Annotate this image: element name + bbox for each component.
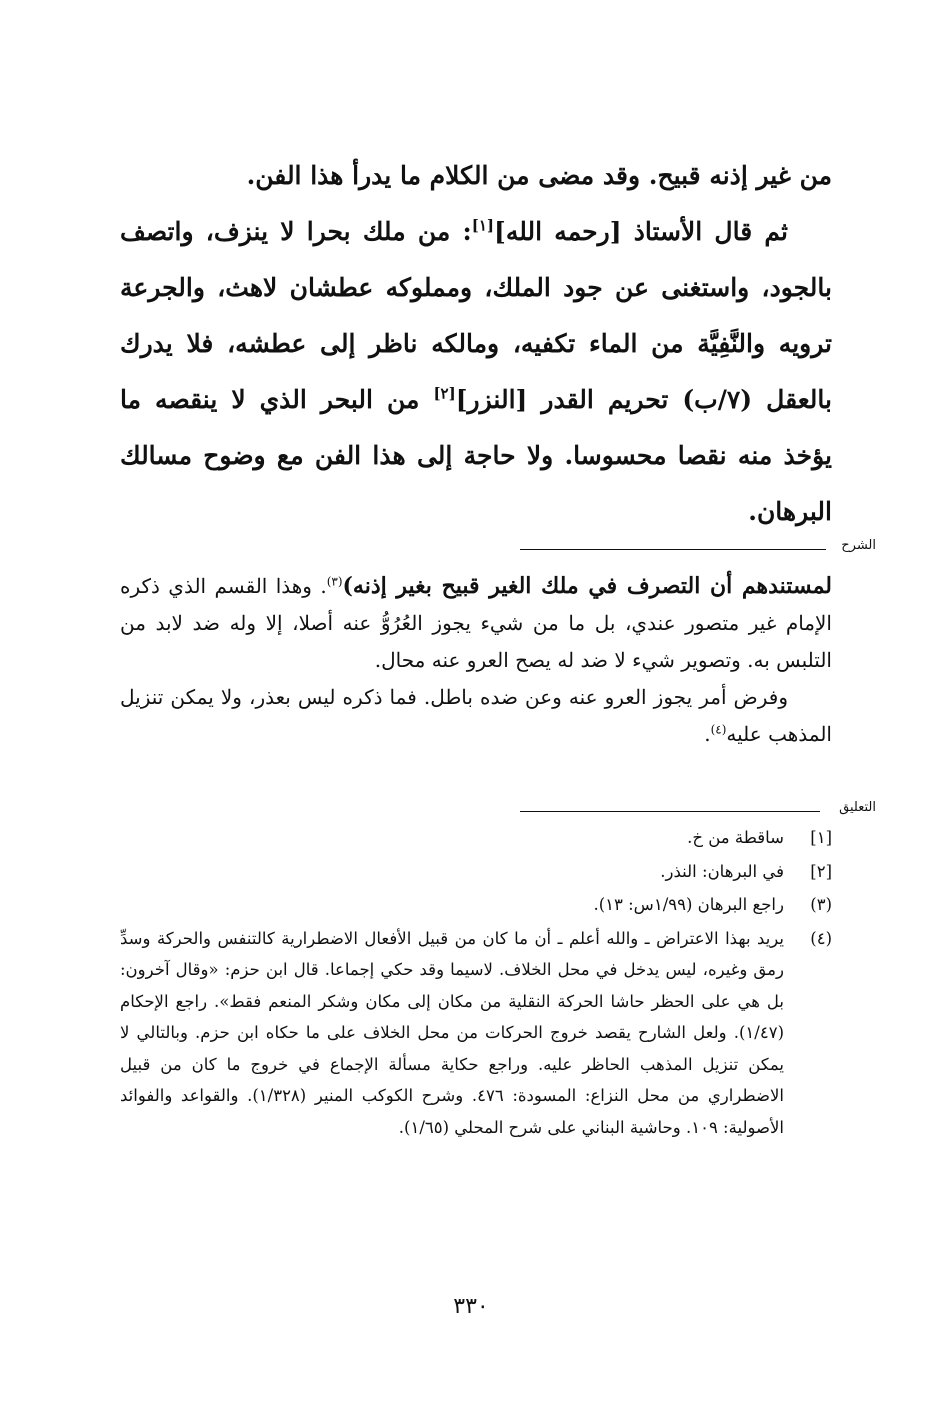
footnote-3 [120, 889, 832, 921]
footnote-text: راجع البرهان (١/٩٩س: ١٣). [593, 895, 784, 914]
footnote-text: يريد بهذا الاعتراض ـ والله أعلم ـ أن ما كان من قبيل الأفعال الاضطرارية كالتنفس والحركة وسدِّ رمق وغيره، ليس يدخل في محل الخلاف. لاسيما وقد حكي إجماعا. قال ابن حزم: «وقال آخرون: بل هي على الحظر حاشا الحركة النقلية من مكان إلى مكان وشكر المنعم فقط». راجع الإحكام (١/٤٧). ولعل الشارح يقصد خروج الحركات من محل الخلاف على ما حكاه ابن حزم. وبالتالي لا يمكن تنزيل المذهب الحاظر عليه. وراجع حكاية مسألة الإجماع في خروج ما كان من قبيل الاضطراري من محل النزاع: المسودة: ٤٧٦. وشرح الكوكب المنير (١/٣٢٨). والقواعد والفوائد الأصولية: ١٠٩. وحاشية البناني على شرح المحلي (١/٦٥). [120, 928, 784, 1137]
sharh-rule-line [520, 549, 826, 550]
sharh-label: الشرح [841, 538, 876, 553]
main-paragraph-1-text: من غير إذنه قبيح. وقد مضى من الكلام ما يدرأ هذا الفن. [246, 161, 832, 190]
main-paragraph-2-text-b: : من ملك بحرا لا ينزف، واتصف بالجود، واستغنى عن جود الملك، ومملوكه عطشان لاهث، والجرعة ترويه والنَّفِيَّة من الماء تكفيه، ومالكه ناظر إلى عطشه، فلا يدرك بالعقل (٧/ب) تحريم القدر [النزر] [120, 217, 832, 414]
footnote-ref-3: (٣) [326, 574, 343, 589]
footnote-4 [120, 923, 832, 1144]
footnote-ref-1: [١] [471, 216, 494, 235]
main-paragraph-1 [120, 148, 832, 204]
taliq-rule-line [520, 811, 820, 812]
commentary-paragraph-2-end: . [704, 722, 711, 746]
commentary-lead: لمستندهم أن التصرف في ملك الغير قبيح بغير إذنه) [342, 573, 832, 599]
commentary [120, 568, 832, 753]
footnote-2 [120, 856, 832, 888]
footnote-text: في البرهان: النذر. [660, 861, 784, 881]
sharh-divider [520, 538, 876, 558]
footnotes [120, 822, 832, 1145]
footnote-1 [120, 822, 832, 854]
commentary-paragraph-2 [120, 679, 832, 753]
footnote-number: [٢] [810, 861, 832, 881]
main-text [120, 148, 832, 540]
footnote-ref-4: (٤) [710, 722, 727, 737]
taliq-divider [520, 800, 876, 820]
page-number: ٣٣٠ [453, 1294, 489, 1319]
main-paragraph-2-text-a: ثم قال الأستاذ [رحمه الله] [494, 217, 788, 246]
commentary-paragraph-1-rest: . وهذا القسم الذي ذكره الإمام غير متصور عندي، بل ما من شيء يجوز العُرُوُّ عنه أصلا، إلا وله ضد لابد من التلبس به. وتصوير شيء لا ضد له يصح العرو عنه محال. [120, 574, 832, 672]
commentary-paragraph-1 [120, 568, 832, 679]
main-paragraph-2 [120, 204, 832, 540]
taliq-label: التعليق [839, 800, 876, 815]
commentary-paragraph-2-text: وفرض أمر يجوز العرو عنه وعن ضده باطل. فما ذكره ليس بعذر، ولا يمكن تنزيل المذهب عليه [120, 685, 832, 746]
footnote-number: (٣) [810, 895, 832, 914]
footnote-number: [١] [810, 828, 832, 847]
footnote-ref-2: [٢] [433, 384, 456, 403]
main-paragraph-2-text-c: من البحر الذي لا ينقصه ما يؤخذ منه نقصا محسوسا. ولا حاجة إلى هذا الفن مع وضوح مسالك البرهان. [120, 385, 832, 526]
footnote-text: ساقطة من خ. [687, 828, 784, 847]
footnote-number: (٤) [810, 928, 832, 948]
